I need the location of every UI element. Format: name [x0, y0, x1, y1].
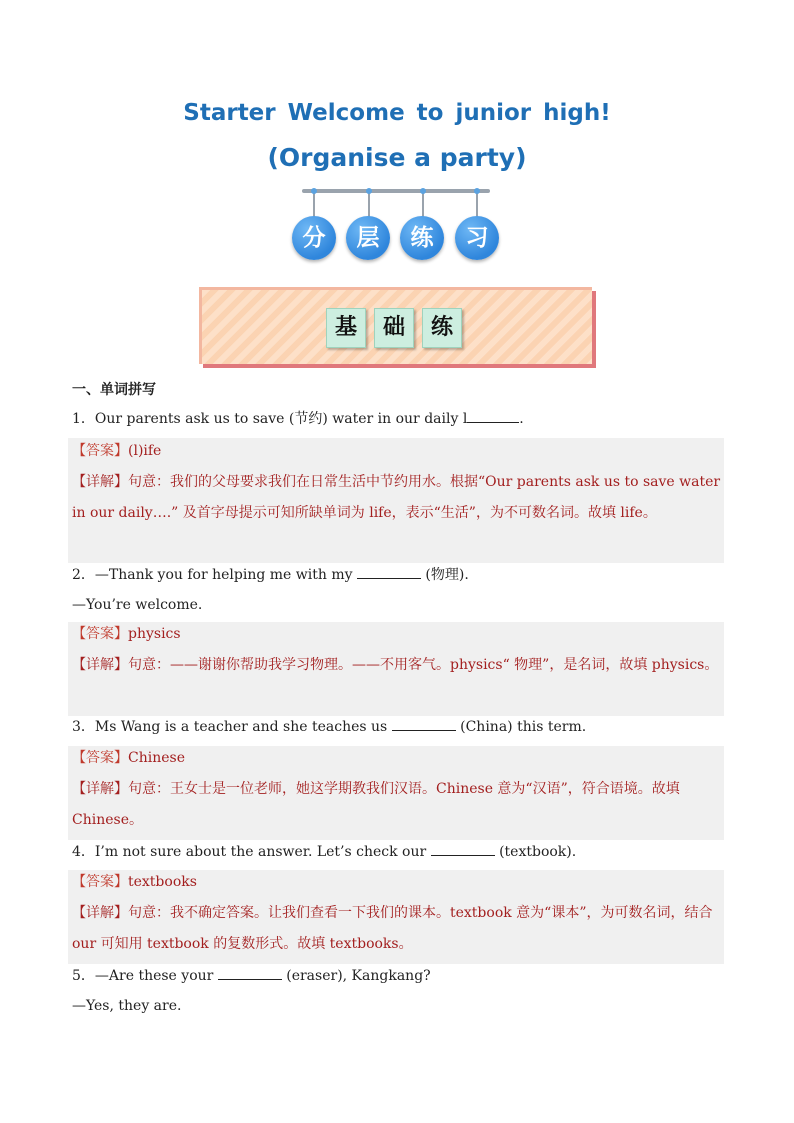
badge-circle: 层	[346, 216, 390, 260]
detail-4: 【详解】句意：我不确定答案。让我们查看一下我们的课本。textbook 意为“课本”，为可数名词，结合 our 可知用 textbook 的复数形式。故填 textbooks。	[72, 905, 713, 952]
badge-circle: 习	[455, 216, 499, 260]
question-1: 1．Our parents ask us to save (节约) water in our daily l .	[72, 404, 724, 435]
detail-1: 【详解】句意：我们的父母要求我们在日常生活中节约用水。根据“Our parents ask us to save water in our daily….” 及首字母提示可知所缺单词为 life，表示“生活”，为不可数名词。故填 life。	[72, 474, 721, 521]
answer-blank	[357, 564, 421, 579]
hook-dot	[420, 188, 426, 194]
detail-3: 【详解】句意：王女士是一位老师，她这学期教我们汉语。Chinese 意为“汉语”，符合语境。故填 Chinese。	[72, 781, 680, 828]
badge-circle: 分	[292, 216, 336, 260]
section-heading: 一、单词拼写	[72, 382, 156, 398]
answer-4: 【答案】textbooks	[72, 874, 197, 890]
badge-hook	[313, 191, 315, 217]
detail-2: 【详解】句意：——谢谢你帮助我学习物理。——不用客气。physics“ 物理”，是名词，故填 physics。	[72, 657, 719, 673]
answer-blank	[467, 408, 519, 423]
question-2-reply: —You’re welcome.	[72, 597, 203, 613]
badge-circle: 练	[400, 216, 444, 260]
question-5: 5．—Are these your (eraser), Kangkang?	[72, 961, 724, 992]
answer-blank	[431, 841, 495, 856]
banner-char: 础	[374, 308, 414, 348]
badge-rail	[302, 189, 490, 193]
badge-hook	[368, 191, 370, 217]
banner-char: 基	[326, 308, 366, 348]
answer-1: 【答案】(l)ife	[72, 443, 162, 459]
answer-3: 【答案】Chinese	[72, 750, 185, 766]
question-3: 3．Ms Wang is a teacher and she teaches us (China) this term.	[72, 712, 724, 743]
answer-2: 【答案】physics	[72, 626, 181, 642]
question-4: 4．I’m not sure about the answer. Let’s check our (textbook).	[72, 837, 724, 868]
page-subtitle: (Organise a party)	[267, 143, 527, 172]
hook-dot	[366, 188, 372, 194]
answer-blank	[218, 965, 282, 980]
banner-char: 练	[422, 308, 462, 348]
answer-blank	[392, 716, 456, 731]
level-banner	[199, 287, 592, 364]
hook-dot	[311, 188, 317, 194]
page-title: Starter Welcome to junior high!	[183, 100, 611, 126]
badge-hook	[476, 191, 478, 217]
question-5-reply: —Yes, they are.	[72, 998, 182, 1014]
badge-hook	[422, 191, 424, 217]
question-2: 2．—Thank you for helping me with my (物理).	[72, 560, 724, 591]
hook-dot	[474, 188, 480, 194]
